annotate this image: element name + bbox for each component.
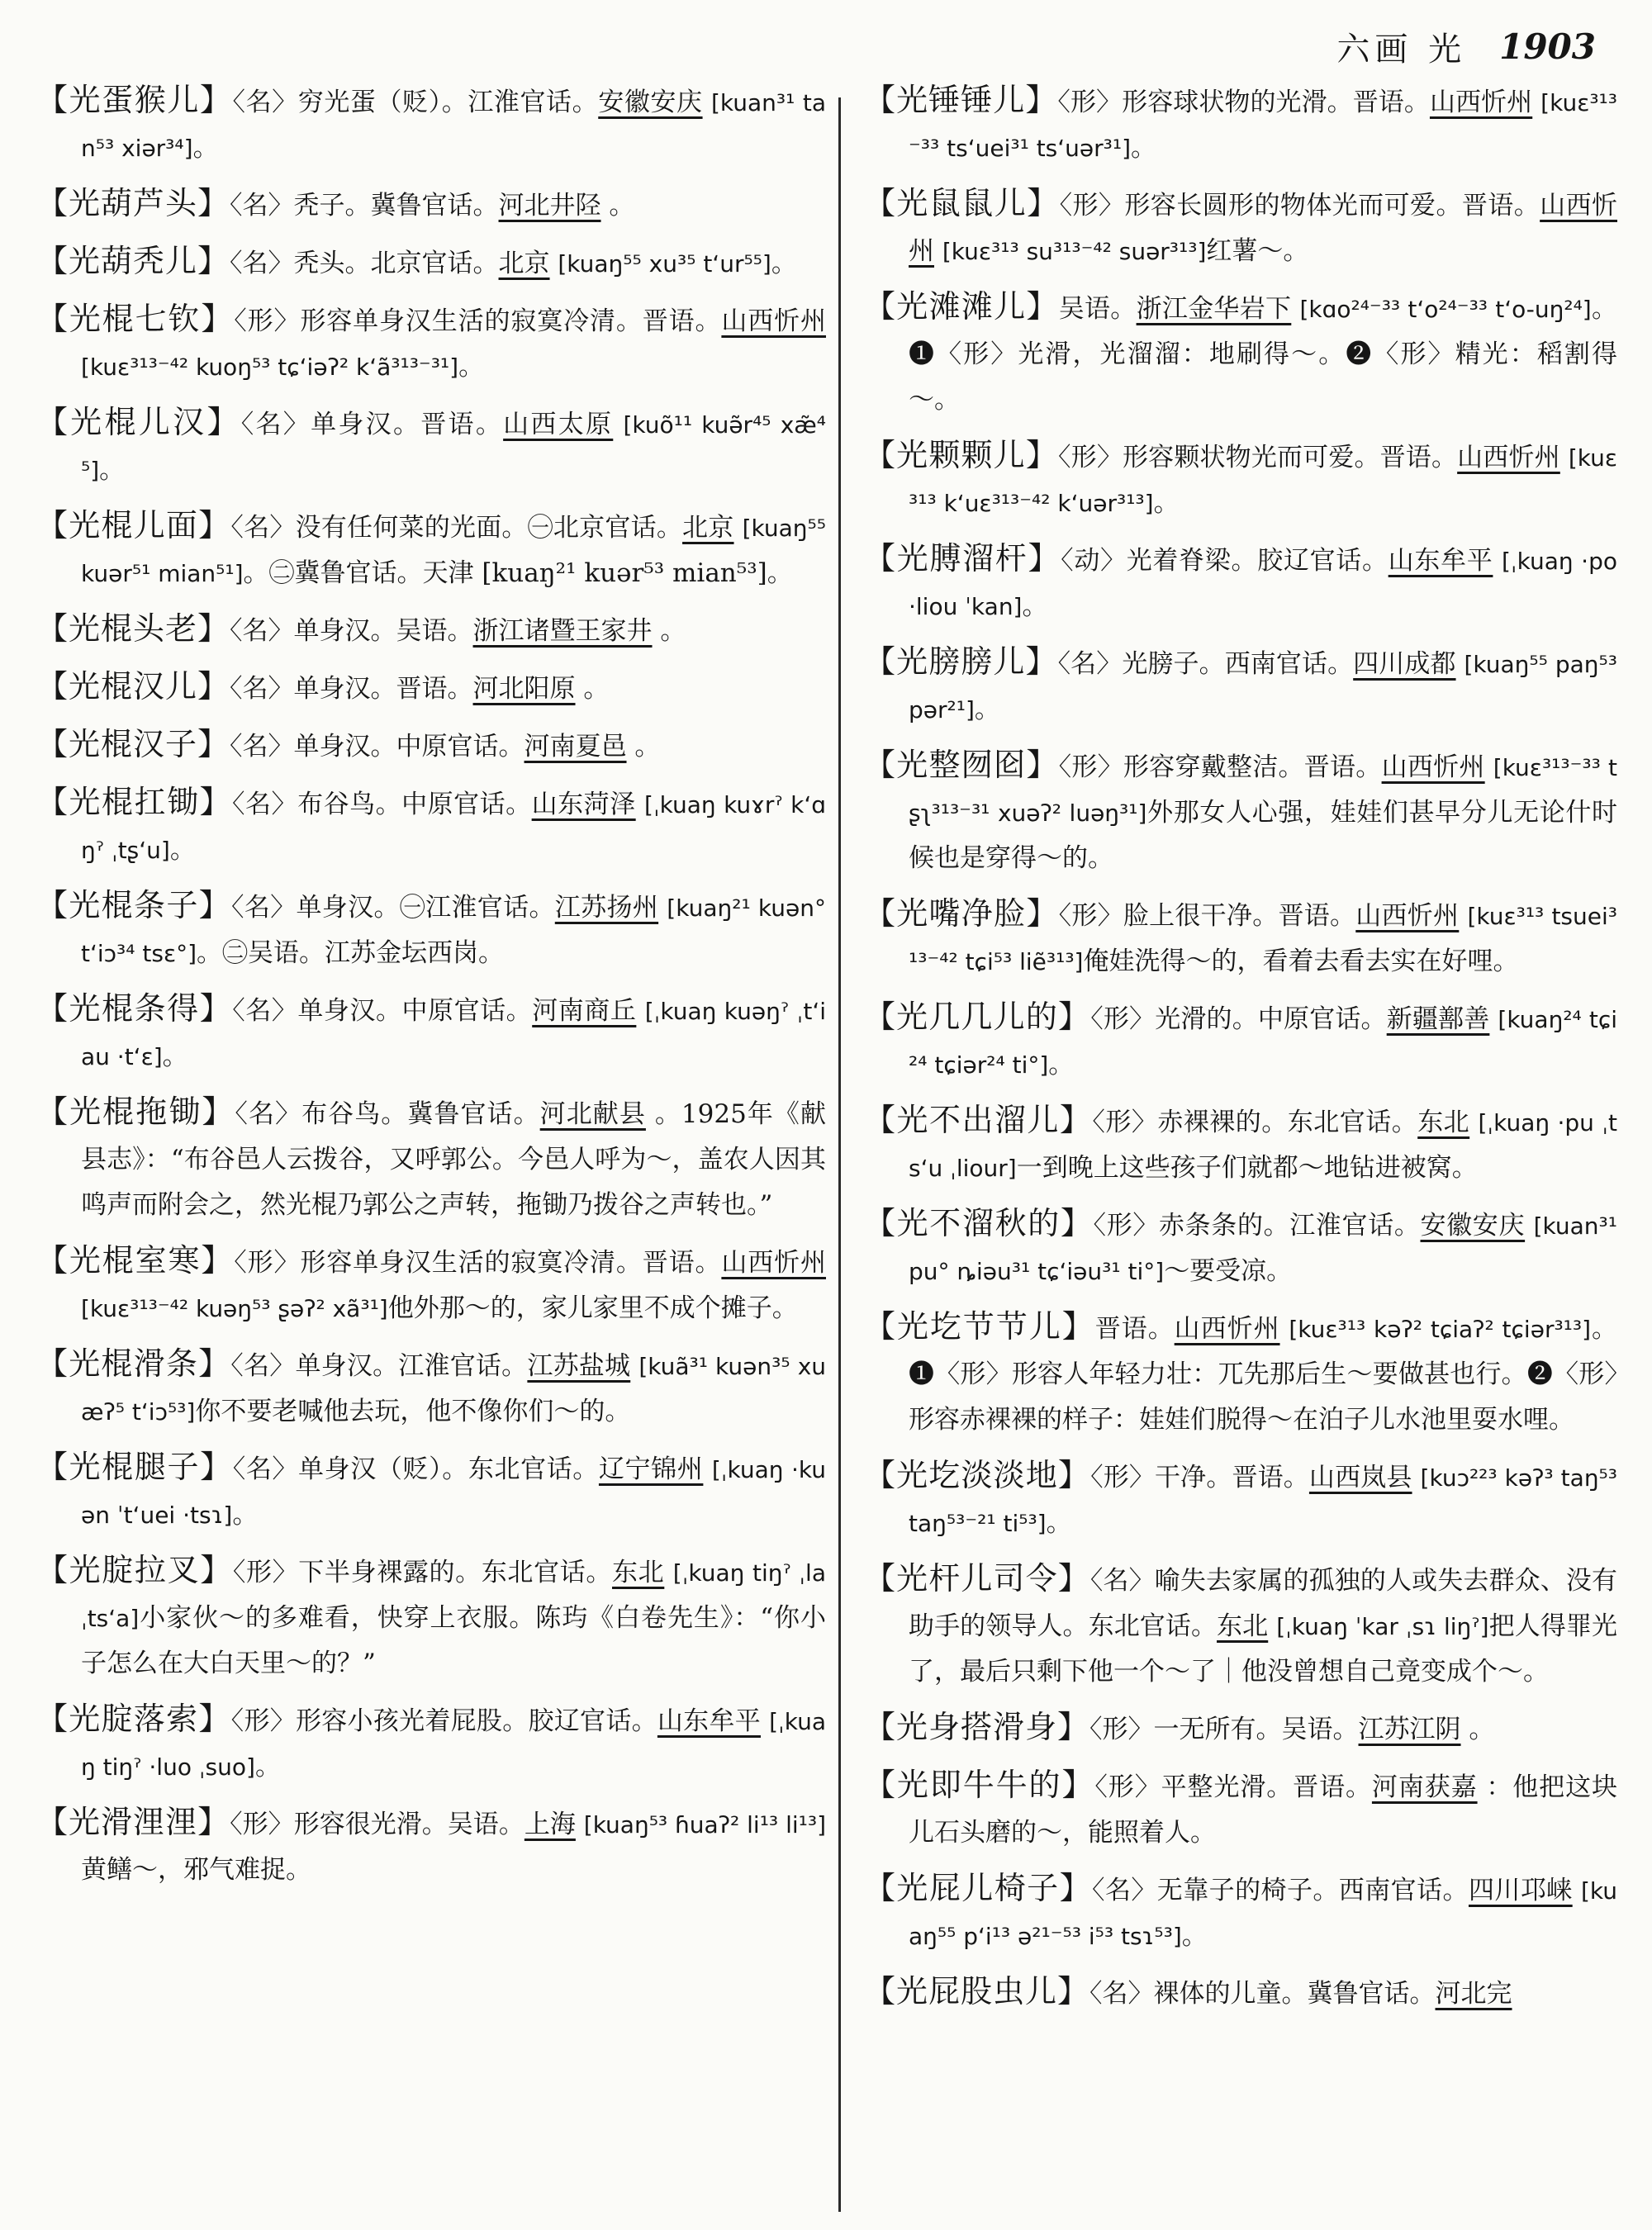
entry-location: 山西忻州 <box>1381 752 1485 782</box>
entry-location: 辽宁锦州 <box>598 1454 704 1484</box>
entry-location: 山西忻州 <box>1429 88 1533 117</box>
entry-definition: 〈名〉秃头。北京官话。 <box>230 249 499 278</box>
entry-headword: 【光不溜秋的】 <box>864 1205 1094 1241</box>
entry-definition: 〈名〉单身汉。晋语。 <box>240 410 504 439</box>
entry-headword: 【光锤锤儿】 <box>864 82 1058 118</box>
entry-definition: 晋语。 <box>1094 1314 1175 1344</box>
dictionary-entry <box>864 1969 1617 2017</box>
entry-pronunciation: [ˌkuaŋ kuɤrˀ kʻɑŋˀ ˌtʂʻu] <box>81 791 826 864</box>
entry-headword: 【光棍七钦】 <box>36 301 235 337</box>
entry-example: 俺娃洗得～的，看着去看去实在好哩。 <box>1083 947 1519 976</box>
entry-headword: 【光屁儿椅子】 <box>864 1870 1093 1906</box>
entry-example: 。 <box>1046 1508 1072 1538</box>
entry-definition: 〈名〉无靠子的椅子。西南官话。 <box>1092 1876 1469 1905</box>
entry-pronunciation: [kuɛ³¹³ kʻuɛ³¹³⁻⁴² kʻuər³¹³] <box>909 444 1617 517</box>
entry-definition: 〈名〉单身汉。吴语。 <box>230 616 473 646</box>
entry-headword: 【光葫秃儿】 <box>36 243 230 279</box>
entry-definition: 〈形〉形容球状物的光滑。晋语。 <box>1057 88 1430 117</box>
dictionary-entry <box>864 181 1617 274</box>
entry-definition: 〈名〉单身汉。中原官话。 <box>230 732 525 762</box>
dictionary-entry <box>36 181 826 229</box>
entry-definition: 〈名〉单身汉。江淮官话。 <box>230 1351 528 1381</box>
entry-headword: 【光腚落索】 <box>36 1701 231 1737</box>
entry-headword: 【光即牛牛的】 <box>864 1767 1095 1803</box>
entry-example: 把人得罪光了，最后只剩下他一个～了｜他没曾想自己竟变成个～。 <box>909 1611 1617 1687</box>
entry-headword: 【光圪节节儿】 <box>864 1308 1095 1345</box>
entry-definition: 〈形〉平整光滑。晋语。 <box>1094 1772 1372 1802</box>
entry-location: 山西忻州 <box>909 191 1617 266</box>
entry-location: 山西太原 <box>503 410 614 439</box>
entry-location: 浙江金华岩下 <box>1136 294 1292 324</box>
entry-location: 新疆鄯善 <box>1386 1004 1490 1034</box>
entry-pronunciation: [kɑo²⁴⁻³³ tʻo²⁴⁻³³ tʻo-uŋ²⁴] <box>1299 296 1592 323</box>
entry-example: 。 <box>169 835 196 865</box>
entry-headword: 【光滩滩儿】 <box>864 288 1059 325</box>
entry-location: 山西忻州 <box>1457 443 1560 472</box>
dictionary-entry <box>864 639 1617 733</box>
entry-example: 。 <box>974 695 1000 724</box>
entry-pronunciation: [kuɛ³¹³⁻⁴² kuoŋ⁵³ tɕʻiəʔ² kʻã³¹³⁻³¹] <box>81 353 459 381</box>
dictionary-entry <box>864 536 1617 629</box>
entry-pronunciation: [kuã³¹ kuən³⁵ xuæʔ⁵ tʻiɔ⁵³] <box>81 1353 826 1426</box>
entry-definition: 〈名〉没有任何菜的光面。㊀北京官话。 <box>230 513 683 543</box>
entry-headword: 【光棍滑条】 <box>36 1345 231 1382</box>
dictionary-entry <box>36 780 826 873</box>
entry-pronunciation: [kuan³¹ tan⁵³ xiər³⁴] <box>81 89 826 162</box>
entry-pronunciation: [kuaŋ²⁴ tɕi²⁴ tɕiər²⁴ ti°] <box>909 1006 1617 1079</box>
entry-definition: 〈名〉光膀子。西南官话。 <box>1057 649 1354 679</box>
dictionary-entry <box>36 883 826 976</box>
entry-example: ～要受凉。 <box>1164 1256 1293 1286</box>
dictionary-entry <box>36 1089 826 1228</box>
entry-definition: 〈形〉干净。晋语。 <box>1090 1463 1309 1492</box>
column-divider <box>838 97 841 2212</box>
entry-pronunciation: [kuɛ³¹³⁻³³ tʂʅ³¹³⁻³¹ xuəʔ² luəŋ³¹] <box>909 754 1617 827</box>
entry-headword: 【光棍汉子】 <box>36 726 230 762</box>
entry-definition: 〈形〉形容长圆形的物体光而可爱。晋语。 <box>1059 191 1540 221</box>
entry-example: 。1925年《献县志》：“布谷邑人云拨谷，又呼郭公。今邑人呼为～，盖农人因其鸣声而附会之，然光棍乃郭公之声转，拖锄乃拨谷之声转也。” <box>81 1099 826 1220</box>
entry-definition: 〈形〉脸上很干净。晋语。 <box>1058 901 1356 931</box>
entry-pronunciation: [kuɛ³¹³ su³¹³⁻⁴² suər³¹³] <box>942 238 1207 265</box>
entry-definition: 〈形〉形容单身汉生活的寂寞冷清。晋语。 <box>234 1248 722 1278</box>
entry-definition: 〈名〉布谷鸟。冀鲁官话。 <box>235 1099 540 1129</box>
entry-headword: 【光几几儿的】 <box>864 999 1091 1035</box>
entry-example: 一到晚上这些孩子们就都～地钻进被窝。 <box>1016 1153 1478 1183</box>
entry-example: 。 <box>162 1041 188 1071</box>
entry-headword: 【光膊溜杆】 <box>864 540 1061 576</box>
entry-headword: 【光杆儿司令】 <box>864 1560 1090 1597</box>
entry-headword: 【光圪淡淡地】 <box>864 1457 1091 1493</box>
entry-headword: 【光棍室寒】 <box>36 1242 235 1279</box>
entry-example: 黄鳝～，邪气难捉。 <box>81 1855 311 1885</box>
dictionary-entry <box>36 1548 826 1687</box>
entry-pronunciation: [ˌkuaŋ kuəŋˀ ˌtʻiau ·tʻɛ] <box>81 998 826 1070</box>
page-number: 1903 <box>1499 26 1596 67</box>
entry-definition: 〈动〉光着脊梁。胶辽官话。 <box>1061 546 1389 576</box>
entry-location: 河北献县 <box>539 1099 646 1129</box>
entry-definition: 〈名〉单身汉。㊀江淮官话。 <box>230 893 555 923</box>
entry-headword: 【光鼠鼠儿】 <box>864 185 1060 221</box>
entry-example: 外那女人心强，娃娃们甚早分儿无论什时候也是穿得～的。 <box>909 798 1617 873</box>
entry-location: 东北 <box>1217 1611 1269 1641</box>
entry-location: 山西忻州 <box>721 306 826 336</box>
entry-pronunciation: [kuaŋ²¹ kuən° tʻiɔ³⁴ tsɛ°] <box>81 894 826 967</box>
entry-headword: 【光棍汉儿】 <box>36 668 230 705</box>
entry-example: ：他把这块儿石头磨的～，能照着人。 <box>909 1772 1617 1848</box>
dictionary-entry <box>864 1304 1617 1443</box>
entry-location: 山西忻州 <box>721 1248 826 1278</box>
entry-definition: 〈形〉一无所有。吴语。 <box>1089 1715 1359 1744</box>
entry-definition: 吴语。 <box>1058 294 1137 324</box>
entry-location: 河北完 <box>1435 1979 1512 2009</box>
entry-definition: 〈形〉形容颗状物光而可爱。晋语。 <box>1058 443 1458 472</box>
dictionary-entry <box>36 722 826 770</box>
entry-definition: 〈名〉单身汉。中原官话。 <box>232 996 533 1026</box>
dictionary-entry <box>864 1866 1617 1959</box>
dictionary-entry <box>864 891 1617 985</box>
entry-pronunciation: [kuaŋ⁵⁵ xu³⁵ tʻur⁵⁵] <box>558 250 771 278</box>
entry-example: 他外那～的，家儿家里不成个摊子。 <box>387 1293 798 1323</box>
entry-headword: 【光棍儿汉】 <box>36 404 241 440</box>
entry-location: 江苏扬州 <box>554 893 659 923</box>
dictionary-entry <box>864 284 1617 423</box>
entry-example: 。 <box>232 1500 259 1530</box>
entry-definition: 〈形〉赤裸裸的。东北官话。 <box>1092 1108 1418 1137</box>
entry-pronunciation: [kuaŋ⁵⁵ pʻi¹³ ə²¹⁻⁵³ i⁵³ tsɿ⁵³] <box>909 1877 1617 1950</box>
dictionary-entry <box>864 433 1617 526</box>
dictionary-entry <box>36 1238 826 1331</box>
entry-headword: 【光身搭滑身】 <box>864 1709 1090 1745</box>
entry-example: 小家伙～的多难看，快穿上衣服。陈玙《白卷先生》：“你小子怎么在大白天里～的？” <box>81 1603 826 1678</box>
entry-location: 四川邛崃 <box>1468 1876 1573 1905</box>
entry-pronunciation: [kuõ¹¹ kuə̃r⁴⁵ xæ̃⁴⁵] <box>81 411 826 484</box>
dictionary-entry <box>36 1696 826 1790</box>
entry-definition: 〈名〉布谷鸟。中原官话。 <box>232 790 532 819</box>
entry-example: 。 <box>1181 1921 1208 1951</box>
dictionary-entry <box>864 1453 1617 1546</box>
entry-example: 。❶〈形〉形容人年轻力壮：兀先那后生～要做甚也行。❷〈形〉形容赤裸裸的样子：娃娃们脱得～在泊子儿水池里耍水哩。 <box>909 1314 1617 1435</box>
dictionary-entry <box>36 986 826 1079</box>
entry-definition: 〈名〉单身汉。晋语。 <box>230 674 473 704</box>
dictionary-entry <box>864 743 1617 881</box>
entry-headword: 【光棍拖锄】 <box>36 1094 235 1130</box>
entry-pronunciation: [kuɛ³¹³⁻³³ tsʻuei³¹ tsʻuər³¹] <box>909 89 1617 162</box>
dictionary-entry <box>864 78 1617 171</box>
entry-location: 安徽安庆 <box>1420 1211 1526 1241</box>
entry-location: 浙江诸暨王家井 <box>472 616 653 646</box>
entry-location: 东北 <box>612 1558 665 1587</box>
left-column <box>36 78 826 2225</box>
entry-location: 江苏江阴 <box>1358 1715 1461 1744</box>
entry-pronunciation: [kuaŋ⁵³ ɦuaʔ² li¹³ li¹³] <box>583 1811 826 1839</box>
entry-headword: 【光棍儿面】 <box>36 507 231 543</box>
dictionary-entry <box>36 1800 826 1893</box>
entry-definition: 〈形〉下半身裸露的。东北官话。 <box>232 1558 612 1587</box>
entry-example: 。 <box>634 732 661 762</box>
dictionary-entry <box>36 400 826 493</box>
dictionary-entry <box>36 664 826 712</box>
entry-pronunciation: [kuɛ³¹³ kəʔ² tɕiaʔ² tɕiər³¹³] <box>1289 1316 1592 1343</box>
dictionary-entry <box>864 1098 1617 1191</box>
entry-example: 。 <box>1469 1715 1495 1744</box>
dictionary-entry <box>864 994 1617 1088</box>
dictionary-entry <box>36 606 826 654</box>
dictionary-entry <box>36 1341 826 1435</box>
entry-pronunciation: [kuɔ²²³ kəʔ³ taŋ⁵³ taŋ⁵³⁻²¹ ti⁵³] <box>909 1464 1617 1537</box>
dictionary-entry <box>36 78 826 171</box>
dictionary-entry <box>864 1201 1617 1294</box>
dictionary-entry <box>864 1763 1617 1856</box>
entry-definition: 〈形〉形容单身汉生活的寂寞冷清。晋语。 <box>234 306 722 336</box>
entry-example: 。 <box>99 455 126 485</box>
entry-location: 北京 <box>498 249 550 278</box>
entry-pronunciation: [ˌkuaŋ ·po ·liou ˈkan] <box>909 548 1617 620</box>
entry-example: 。 <box>1022 591 1048 621</box>
dictionary-entry <box>864 1556 1617 1695</box>
entry-pronunciation: [kuaŋ⁵⁵ paŋ⁵³ pər²¹] <box>909 651 1617 724</box>
entry-example: 。 <box>771 249 797 278</box>
entry-headword: 【光滑浬浬】 <box>36 1804 230 1840</box>
entry-headword: 【光棍头老】 <box>36 610 230 647</box>
dictionary-entry <box>36 1445 826 1538</box>
entry-pronunciation: [ˌkuaŋ tiŋˀ ·luo ˌsuo] <box>81 1708 826 1781</box>
entry-definition: 〈形〉形容穿戴整洁。晋语。 <box>1058 752 1382 782</box>
entry-headword: 【光腚拉叉】 <box>36 1552 233 1588</box>
entry-pronunciation: [ˌkuaŋ tiŋˀ ˌla ˌtsʻa] <box>81 1559 826 1632</box>
entry-example: 红薯～。 <box>1206 236 1309 266</box>
entry-example: 。 <box>609 191 635 221</box>
entry-headword: 【光嘴净脸】 <box>864 895 1059 932</box>
entry-example: 。㊁冀鲁官话。天津 [kuaŋ²¹ kuər⁵³ mian⁵³]。 <box>243 558 793 588</box>
entry-headword: 【光膀膀儿】 <box>864 643 1058 680</box>
entry-location: 河北阳原 <box>472 674 576 704</box>
entry-location: 山西忻州 <box>1355 901 1460 931</box>
entry-location: 山东菏泽 <box>531 790 636 819</box>
entry-pronunciation: [kuɛ³¹³ tsuei³¹³⁻⁴² tɕi⁵³ liẽ³¹³] <box>909 903 1617 975</box>
entry-example: 。❶〈形〉光滑，光溜溜：地刷得～。❷〈形〉精光：稻割得～。 <box>909 294 1617 415</box>
entry-definition: 〈形〉光滑的。中原官话。 <box>1090 1004 1387 1034</box>
entry-pronunciation: [kuan³¹ pu° ȵiəu³¹ tɕʻiəu³¹ ti°] <box>909 1212 1617 1285</box>
entry-definition: 〈名〉穷光蛋（贬）。江淮官话。 <box>232 88 599 117</box>
entry-example: 。 <box>1131 133 1157 163</box>
entry-location: 河南商丘 <box>532 996 637 1026</box>
entry-pronunciation: [ˌkuaŋ ˈkar ˌsɿ liŋˀ] <box>1276 1613 1489 1640</box>
entry-location: 四川成都 <box>1353 649 1456 679</box>
entry-headword: 【光屁股虫儿】 <box>864 1973 1090 2009</box>
entry-example: 。 <box>458 352 485 382</box>
entry-definition: 〈名〉秃子。冀鲁官话。 <box>230 191 499 221</box>
dictionary-entry <box>864 1705 1617 1753</box>
entry-pronunciation: [kuɛ³¹³⁻⁴² kuəŋ⁵³ ʂəʔ² xã³¹] <box>81 1295 388 1322</box>
entry-pronunciation: [ˌkuaŋ ·pu ˌtsʻu ˌliour] <box>909 1109 1617 1182</box>
page-header <box>33 20 1596 73</box>
entry-example: 你不要老喊他去玩，他不像你们～的。 <box>195 1397 631 1426</box>
right-column <box>864 78 1617 2225</box>
entry-example: 。 <box>1048 1050 1075 1079</box>
entry-location: 河北井陉 <box>498 191 601 221</box>
entry-location: 河南夏邑 <box>524 732 627 762</box>
entry-headword: 【光棍条得】 <box>36 990 233 1027</box>
dictionary-entry <box>36 297 826 390</box>
entry-headword: 【光棍腿子】 <box>36 1449 233 1485</box>
entry-pronunciation: [ˌkuaŋ ·kuən ˈtʻuei ·tsɿ] <box>81 1456 826 1529</box>
entry-definition: 〈名〉裸体的儿童。冀鲁官话。 <box>1089 1979 1436 2009</box>
entry-headword: 【光颗颗儿】 <box>864 437 1058 473</box>
entry-location: 上海 <box>524 1810 576 1839</box>
entry-location: 江苏盐城 <box>527 1351 631 1381</box>
entry-definition: 〈形〉形容小孩光着屁股。胶辽官话。 <box>230 1706 657 1736</box>
entry-headword: 【光棍条子】 <box>36 887 231 923</box>
entry-example: 。 <box>1153 488 1180 518</box>
entry-example: 。 <box>192 133 219 163</box>
entry-example: 。 <box>254 1752 281 1782</box>
entry-headword: 【光整囫囵】 <box>864 747 1059 783</box>
entry-location: 东北 <box>1417 1108 1470 1137</box>
entry-example: 。 <box>583 674 610 704</box>
entry-location: 北京 <box>682 513 734 543</box>
entry-definition: 〈形〉赤条条的。江淮官话。 <box>1093 1211 1421 1241</box>
entry-definition: 〈名〉喻失去家属的孤独的人或失去群众、没有助手的领导人。东北官话。 <box>909 1566 1617 1641</box>
entry-example: 。 <box>660 616 686 646</box>
section-title: 六画 光 <box>1336 30 1467 69</box>
entry-headword: 【光棍扛锄】 <box>36 784 233 820</box>
entry-location: 山西岚县 <box>1308 1463 1412 1492</box>
entry-pronunciation: [kuaŋ⁵⁵ kuər⁵¹ mian⁵¹] <box>81 515 826 587</box>
entry-headword: 【光葫芦头】 <box>36 185 230 221</box>
entry-headword: 【光不出溜儿】 <box>864 1102 1093 1138</box>
entry-location: 安徽安庆 <box>598 88 703 117</box>
dictionary-entry <box>36 239 826 287</box>
entry-definition: 〈名〉单身汉（贬）。东北官话。 <box>232 1454 599 1484</box>
entry-location: 山东牟平 <box>1388 546 1493 576</box>
entry-definition: 〈形〉形容很光滑。吴语。 <box>230 1810 525 1839</box>
entry-location: 河南获嘉 <box>1371 1772 1478 1802</box>
entry-example: 。㊁吴语。江苏金坛西岗。 <box>197 938 505 968</box>
dictionary-entry <box>36 503 826 596</box>
entry-headword: 【光蛋猴儿】 <box>36 82 233 118</box>
entry-location: 山西忻州 <box>1174 1314 1280 1344</box>
entry-location: 山东牟平 <box>657 1706 761 1736</box>
